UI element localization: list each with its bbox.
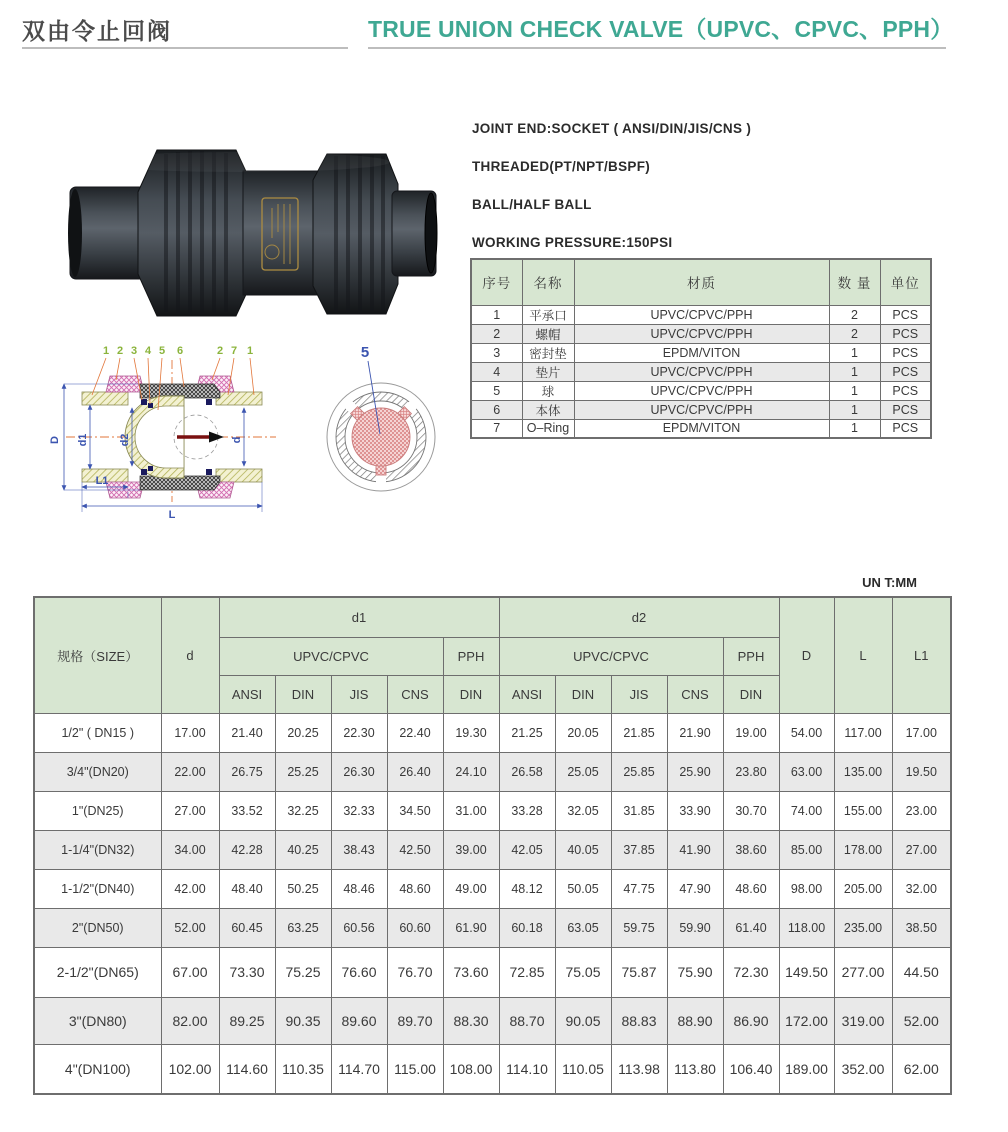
table-cell: 球 (522, 381, 574, 400)
dim-label-d: d (231, 436, 243, 444)
table-cell: 1 (829, 381, 880, 400)
table-row (34, 869, 951, 908)
table-cell: 89.25 (219, 997, 275, 1044)
table-cell: 352.00 (834, 1044, 892, 1094)
col-header-material: 材质 (574, 259, 829, 305)
callout-2b: 2 (216, 345, 224, 357)
col-header-d1-jis: JIS (331, 675, 387, 713)
table-cell: 19.00 (723, 713, 779, 752)
table-cell: UPVC/CPVC/PPH (574, 381, 829, 400)
table-cell: 48.46 (331, 869, 387, 908)
col-header-d2-jis: JIS (611, 675, 667, 713)
table-cell: 40.05 (555, 830, 611, 869)
dim-label-d1: d1 (77, 433, 89, 447)
table-cell: 21.25 (499, 713, 555, 752)
table-cell: 108.00 (443, 1044, 499, 1094)
col-header-d2-cns: CNS (667, 675, 723, 713)
table-cell: 82.00 (161, 997, 219, 1044)
table-cell: 115.00 (387, 1044, 443, 1094)
table-cell: 3 (471, 343, 522, 362)
col-header-size: 规格（SIZE） (34, 597, 161, 713)
callout-3: 3 (130, 345, 138, 357)
table-cell: 垫片 (522, 362, 574, 381)
table-cell: PCS (880, 362, 931, 381)
table-cell: 149.50 (779, 947, 834, 997)
table-cell: 1-1/4"(DN32) (34, 830, 161, 869)
table-cell: 22.30 (331, 713, 387, 752)
table-cell: 40.25 (275, 830, 331, 869)
table-cell: 3"(DN80) (34, 997, 161, 1044)
table-cell: EPDM/VITON (574, 343, 829, 362)
table-cell: 23.00 (892, 791, 951, 830)
table-cell: 1 (829, 362, 880, 381)
table-cell: PCS (880, 419, 931, 438)
table-row (34, 752, 951, 791)
table-row (34, 947, 951, 997)
callout-5: 5 (158, 345, 166, 357)
table-cell: 48.12 (499, 869, 555, 908)
table-row (471, 381, 931, 400)
table-cell: 37.85 (611, 830, 667, 869)
table-cell: 25.25 (275, 752, 331, 791)
spec-joint-end: JOINT END:SOCKET ( ANSI/DIN/JIS/CNS ) (472, 121, 752, 136)
table-cell: 25.05 (555, 752, 611, 791)
col-group-d2: d2 (499, 597, 779, 637)
technical-drawing (44, 340, 464, 535)
table-cell: 73.30 (219, 947, 275, 997)
col-header-L1: L1 (892, 597, 951, 713)
callout-1a: 1 (102, 345, 110, 357)
table-cell: 106.40 (723, 1044, 779, 1094)
col-group-d1-upvc-cpvc: UPVC/CPVC (219, 637, 443, 675)
table-row (34, 713, 951, 752)
table-cell: 1-1/2"(DN40) (34, 869, 161, 908)
table-cell: 98.00 (779, 869, 834, 908)
col-header-L: L (834, 597, 892, 713)
table-cell: 110.05 (555, 1044, 611, 1094)
table-cell: 114.10 (499, 1044, 555, 1094)
table-cell: 21.40 (219, 713, 275, 752)
table-cell: 118.00 (779, 908, 834, 947)
end-view-callout-5: 5 (360, 344, 370, 361)
table-cell: 42.50 (387, 830, 443, 869)
table-cell: 114.70 (331, 1044, 387, 1094)
table-cell: 25.85 (611, 752, 667, 791)
table-cell: 178.00 (834, 830, 892, 869)
table-cell: 41.90 (667, 830, 723, 869)
table-cell: 60.45 (219, 908, 275, 947)
col-group-d1-pph: PPH (443, 637, 499, 675)
table-cell: 59.90 (667, 908, 723, 947)
table-cell: 2 (829, 305, 880, 324)
table-cell: 4 (471, 362, 522, 381)
table-cell: 114.60 (219, 1044, 275, 1094)
table-cell: 17.00 (892, 713, 951, 752)
table-cell: 52.00 (892, 997, 951, 1044)
callout-2a: 2 (116, 345, 124, 357)
table-row (34, 1044, 951, 1094)
table-cell: 75.25 (275, 947, 331, 997)
table-cell: EPDM/VITON (574, 419, 829, 438)
table-cell: 26.58 (499, 752, 555, 791)
table-cell: 44.50 (892, 947, 951, 997)
spec-list (472, 121, 992, 273)
table-cell: 27.00 (161, 791, 219, 830)
table-cell: 21.85 (611, 713, 667, 752)
col-header-d2-ansi: ANSI (499, 675, 555, 713)
table-cell: 235.00 (834, 908, 892, 947)
col-group-d2-upvc-cpvc: UPVC/CPVC (499, 637, 723, 675)
table-cell: 38.50 (892, 908, 951, 947)
table-cell: 277.00 (834, 947, 892, 997)
table-row (471, 324, 931, 343)
table-cell: 1"(DN25) (34, 791, 161, 830)
table-cell: 50.05 (555, 869, 611, 908)
col-header-unit: 单位 (880, 259, 931, 305)
table-row (471, 343, 931, 362)
table-cell: 73.60 (443, 947, 499, 997)
spec-working-pressure: WORKING PRESSURE:150PSI (472, 235, 673, 250)
table-cell: 189.00 (779, 1044, 834, 1094)
table-cell: 110.35 (275, 1044, 331, 1094)
table-cell: 本体 (522, 400, 574, 419)
table-cell: 60.56 (331, 908, 387, 947)
table-row (34, 908, 951, 947)
table-cell: 76.70 (387, 947, 443, 997)
table-cell: 30.70 (723, 791, 779, 830)
page-title-cn: 双由令止回阀 (22, 18, 172, 44)
col-header-no: 序号 (471, 259, 522, 305)
table-cell: 72.85 (499, 947, 555, 997)
table-cell: 2 (471, 324, 522, 343)
table-cell: 102.00 (161, 1044, 219, 1094)
col-header-D: D (779, 597, 834, 713)
table-cell: 1 (471, 305, 522, 324)
table-row (471, 419, 931, 438)
col-header-d1-din: DIN (275, 675, 331, 713)
spec-ball: BALL/HALF BALL (472, 197, 592, 212)
table-cell: 62.00 (892, 1044, 951, 1094)
dim-label-L1: L1 (95, 475, 109, 487)
table-cell: 26.30 (331, 752, 387, 791)
table-cell: PCS (880, 381, 931, 400)
col-header-qty: 数 量 (829, 259, 880, 305)
callout-6: 6 (176, 345, 184, 357)
table-cell: PCS (880, 324, 931, 343)
table-cell: 86.90 (723, 997, 779, 1044)
table-cell: 平承口 (522, 305, 574, 324)
col-header-d: d (161, 597, 219, 713)
table-cell: 89.70 (387, 997, 443, 1044)
col-header-d1-cns: CNS (387, 675, 443, 713)
table-row (34, 830, 951, 869)
table-cell: 7 (471, 419, 522, 438)
page-title-en: TRUE UNION CHECK VALVE（UPVC、CPVC、PPH） (368, 16, 954, 42)
table-cell: 32.00 (892, 869, 951, 908)
table-cell: 113.98 (611, 1044, 667, 1094)
table-cell: 90.35 (275, 997, 331, 1044)
table-cell: UPVC/CPVC/PPH (574, 400, 829, 419)
table-cell: PCS (880, 400, 931, 419)
table-cell: 42.05 (499, 830, 555, 869)
table-cell: 32.05 (555, 791, 611, 830)
table-cell: 25.90 (667, 752, 723, 791)
dimension-table (33, 596, 952, 1095)
table-cell: UPVC/CPVC/PPH (574, 305, 829, 324)
table-cell: 38.43 (331, 830, 387, 869)
end-view (327, 344, 435, 491)
dim-label-d2: d2 (119, 433, 131, 447)
table-cell: 2-1/2"(DN65) (34, 947, 161, 997)
unit-note: UN T:MM (862, 575, 917, 590)
title-divider-en (368, 47, 946, 49)
table-cell: 34.00 (161, 830, 219, 869)
table-cell: 2 (829, 324, 880, 343)
table-cell: 48.60 (723, 869, 779, 908)
table-cell: 螺帽 (522, 324, 574, 343)
spec-threaded: THREADED(PT/NPT/BSPF) (472, 159, 651, 174)
table-cell: 63.05 (555, 908, 611, 947)
table-cell: 32.33 (331, 791, 387, 830)
parts-header-row (471, 259, 931, 305)
side-section-view (49, 345, 276, 521)
table-cell: O–Ring (522, 419, 574, 438)
table-cell: 20.05 (555, 713, 611, 752)
col-group-d1: d1 (219, 597, 499, 637)
table-cell: 72.30 (723, 947, 779, 997)
table-cell: UPVC/CPVC/PPH (574, 362, 829, 381)
table-cell: 19.50 (892, 752, 951, 791)
table-row (34, 791, 951, 830)
table-cell: 60.18 (499, 908, 555, 947)
col-header-d1-pph-din: DIN (443, 675, 499, 713)
table-row (471, 400, 931, 419)
table-cell: 1/2" ( DN15 ) (34, 713, 161, 752)
table-cell: 26.75 (219, 752, 275, 791)
table-cell: 75.05 (555, 947, 611, 997)
table-cell: 117.00 (834, 713, 892, 752)
table-cell: 50.25 (275, 869, 331, 908)
table-cell: 38.60 (723, 830, 779, 869)
col-header-name: 名称 (522, 259, 574, 305)
table-cell: 17.00 (161, 713, 219, 752)
table-cell: 31.85 (611, 791, 667, 830)
table-cell: 24.10 (443, 752, 499, 791)
table-cell: 33.52 (219, 791, 275, 830)
table-cell: 59.75 (611, 908, 667, 947)
table-cell: 1 (829, 343, 880, 362)
table-cell: 88.30 (443, 997, 499, 1044)
table-cell: 60.60 (387, 908, 443, 947)
table-cell: 75.90 (667, 947, 723, 997)
table-cell: 319.00 (834, 997, 892, 1044)
table-cell: 33.28 (499, 791, 555, 830)
table-cell: 63.00 (779, 752, 834, 791)
table-cell: 52.00 (161, 908, 219, 947)
table-cell: 61.40 (723, 908, 779, 947)
table-cell: 23.80 (723, 752, 779, 791)
table-cell: 27.00 (892, 830, 951, 869)
parts-table (470, 258, 932, 439)
table-cell: 48.40 (219, 869, 275, 908)
table-cell: 75.87 (611, 947, 667, 997)
table-cell: 88.83 (611, 997, 667, 1044)
product-photo (50, 92, 440, 337)
dim-label-L: L (168, 509, 176, 521)
table-cell: 2"(DN50) (34, 908, 161, 947)
table-cell: PCS (880, 343, 931, 362)
table-cell: 90.05 (555, 997, 611, 1044)
table-cell: 3/4"(DN20) (34, 752, 161, 791)
table-cell: 4"(DN100) (34, 1044, 161, 1094)
table-cell: 48.60 (387, 869, 443, 908)
table-cell: 172.00 (779, 997, 834, 1044)
table-cell: 31.00 (443, 791, 499, 830)
table-cell: 21.90 (667, 713, 723, 752)
table-cell: 63.25 (275, 908, 331, 947)
table-cell: 26.40 (387, 752, 443, 791)
table-cell: 76.60 (331, 947, 387, 997)
table-cell: 113.80 (667, 1044, 723, 1094)
col-group-d2-pph: PPH (723, 637, 779, 675)
table-row (34, 997, 951, 1044)
table-cell: 47.75 (611, 869, 667, 908)
table-cell: 20.25 (275, 713, 331, 752)
col-header-d1-ansi: ANSI (219, 675, 275, 713)
title-divider-cn (22, 47, 348, 49)
table-cell: 67.00 (161, 947, 219, 997)
table-cell: 155.00 (834, 791, 892, 830)
table-cell: 47.90 (667, 869, 723, 908)
table-cell: 1 (829, 400, 880, 419)
table-cell: 19.30 (443, 713, 499, 752)
table-cell: 54.00 (779, 713, 834, 752)
table-cell: 42.00 (161, 869, 219, 908)
table-cell: 85.00 (779, 830, 834, 869)
table-cell: 34.50 (387, 791, 443, 830)
table-cell: 5 (471, 381, 522, 400)
table-cell: 135.00 (834, 752, 892, 791)
table-cell: 33.90 (667, 791, 723, 830)
col-header-d2-pph-din: DIN (723, 675, 779, 713)
table-row (471, 305, 931, 324)
table-cell: 22.40 (387, 713, 443, 752)
table-cell: 39.00 (443, 830, 499, 869)
valve-photo-group (68, 150, 437, 316)
table-cell: 6 (471, 400, 522, 419)
table-cell: PCS (880, 305, 931, 324)
table-cell: 密封垫 (522, 343, 574, 362)
table-cell: 42.28 (219, 830, 275, 869)
table-cell: 22.00 (161, 752, 219, 791)
table-cell: 205.00 (834, 869, 892, 908)
callout-4: 4 (144, 345, 152, 357)
table-cell: 74.00 (779, 791, 834, 830)
table-cell: 88.90 (667, 997, 723, 1044)
table-cell: 1 (829, 419, 880, 438)
callout-7: 7 (230, 345, 238, 357)
table-cell: 49.00 (443, 869, 499, 908)
ball-section (125, 396, 184, 478)
dim-header-row-1 (34, 597, 951, 637)
table-cell: UPVC/CPVC/PPH (574, 324, 829, 343)
col-header-d2-din: DIN (555, 675, 611, 713)
dim-label-D: D (49, 436, 61, 444)
table-row (471, 362, 931, 381)
callout-1b: 1 (246, 345, 254, 357)
table-cell: 89.60 (331, 997, 387, 1044)
table-cell: 61.90 (443, 908, 499, 947)
table-cell: 32.25 (275, 791, 331, 830)
table-cell: 88.70 (499, 997, 555, 1044)
